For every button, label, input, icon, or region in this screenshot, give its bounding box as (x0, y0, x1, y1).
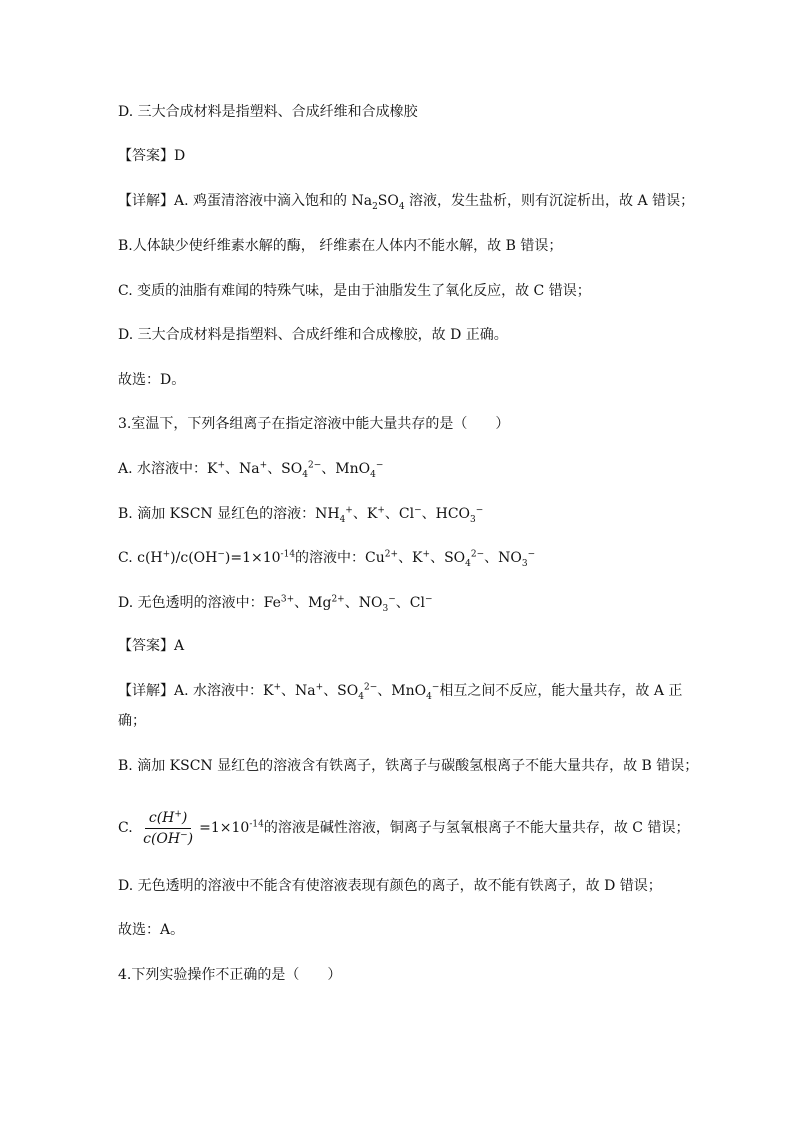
option-d-line: D. 三大合成材料是指塑料、合成纤维和合成橡胶 (118, 104, 418, 120)
detail-b-line: B.人体缺少使纤维素水解的酶， 纤维素在人体内不能水解，故 B 错误； (118, 238, 563, 254)
fraction-denominator: c(OH−) (143, 829, 194, 847)
detail-a-line: 【详解】A. 鸡蛋清溶液中滴入饱和的 $Na_2SO_4$ 溶液，发生盐析，则有沉淀析出，故 A 错误； (118, 193, 695, 212)
question-4-line: 4.下列实验操作不正确的是（ ） (118, 967, 342, 983)
detail-c-line: C. 变质的油脂有难闻的特殊气味，是由于油脂发生了氧化反应，故 C 错误； (118, 283, 591, 299)
question-3-line: 3.室温下，下列各组离子在指定溶液中能大量共存的是（ ） (118, 416, 510, 432)
question-3-option-b: B. 滴加 KSCN 显红色的溶液：$NH_4^+$、K+、Cl−、$HCO_3^-$ (118, 505, 484, 525)
fraction-numerator: c(H+) (145, 809, 192, 829)
answer-line: 【答案】D (118, 148, 186, 164)
answer-line-2: 【答案】A (118, 638, 185, 654)
detail-2-a-continuation: 确； (118, 713, 146, 729)
detail-2-b-line: B. 滴加 KSCN 显红色的溶液含有铁离子，铁离子与碳酸氢根离子不能大量共存，故 B 错误； (118, 758, 699, 774)
detail-2-c-line: C. $\frac{c(H^+)}{c(OH^-)}$ $=1\times 10^{-14}$的溶液是碱性溶液，铜离子与氢氧根离子不能大量共存，故 C 错误； (118, 808, 690, 847)
conclusion-line-2: 故选：A。 (118, 922, 185, 938)
detail-2-d-line: D. 无色透明的溶液中不能含有使溶液表现有颜色的离子，故不能有铁离子，故 D 错误； (118, 878, 662, 894)
detail-2-a-line: 【详解】A. 水溶液中：K+、Na+、$SO_4^{2-}$、MnO$_4$−相互之间不反应，能大量共存，故 A 正 (118, 682, 683, 702)
detail-d-line: D. 三大合成材料是指塑料、合成纤维和合成橡胶，故 D 正确。 (118, 327, 508, 343)
question-3-option-a: A. 水溶液中：K+、Na+、$SO_4^{2-}$、MnO$_4$− (118, 460, 384, 480)
question-3-option-c: C. $c(H^+)/c(OH^-)=1\times 10^{-14}$的溶液中：$Cu^{2+}$、K+、$SO_4^{2-}$、$NO_3^-$ (118, 549, 536, 569)
conclusion-line: 故选：D。 (118, 372, 186, 388)
question-3-option-d: D. 无色透明的溶液中：$Fe^{3+}$、$Mg^{2+}$、$NO_3^-$、Cl− (118, 594, 433, 614)
concentration-ratio-fraction (139, 809, 197, 848)
